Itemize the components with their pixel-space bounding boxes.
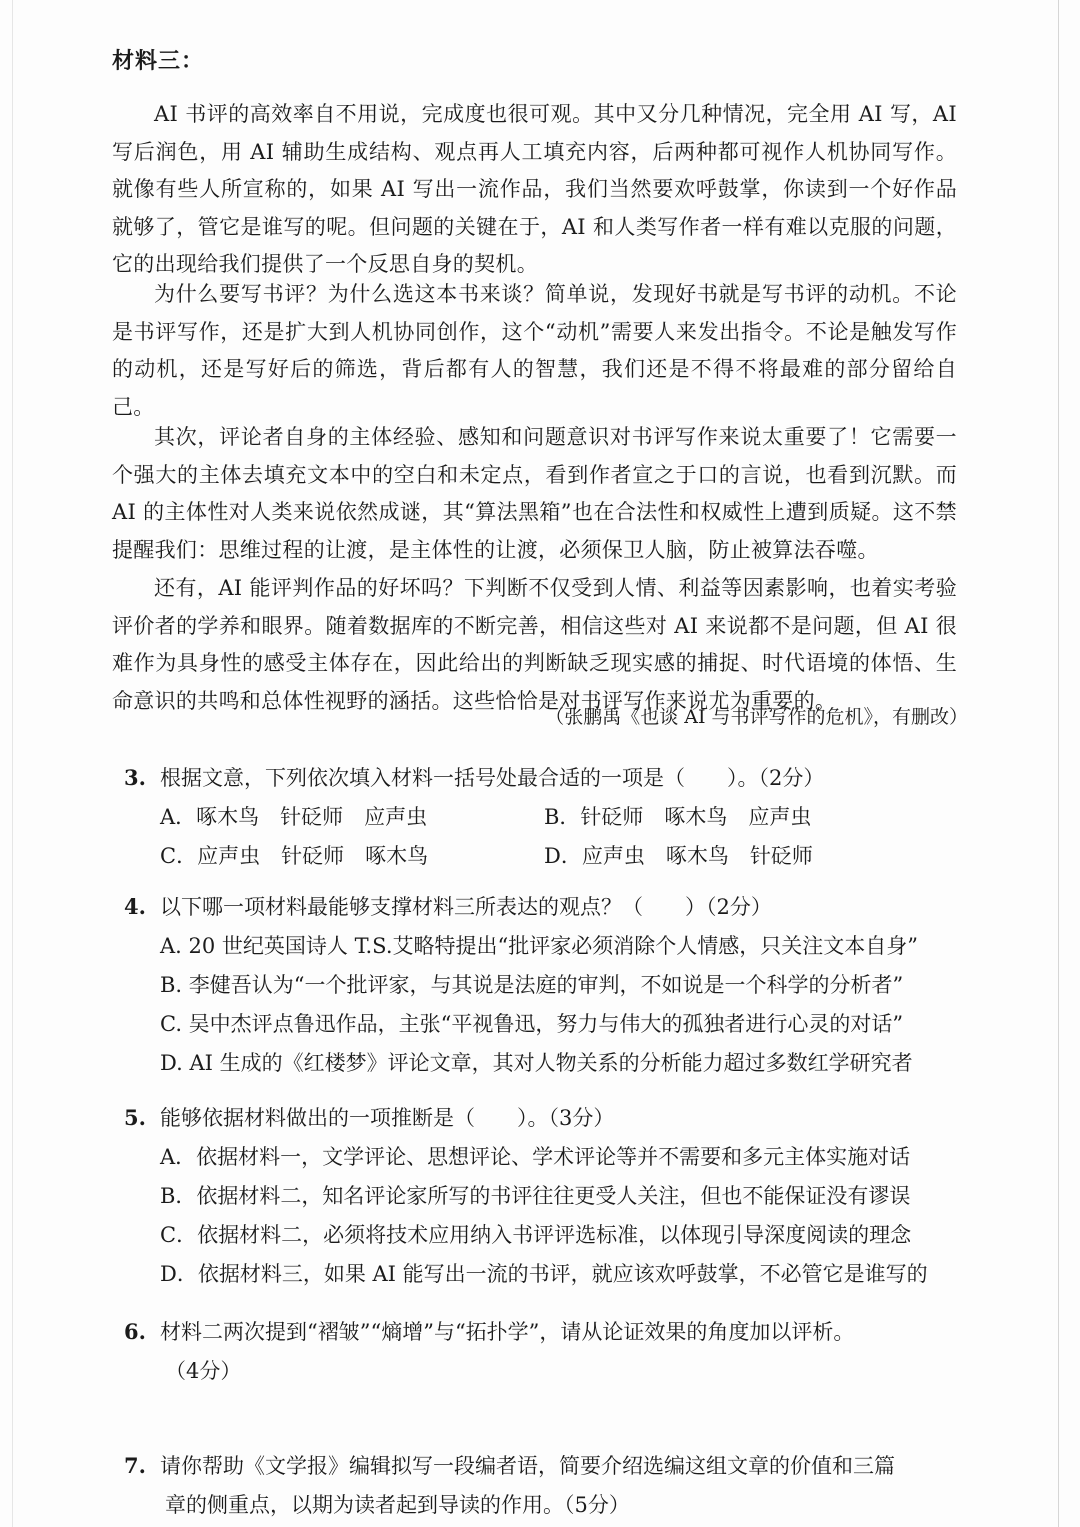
question-4-option-d: D. AI 生成的《红楼梦》评论文章，其对人物关系的分析能力超过多数红学研究者 (160, 1051, 913, 1075)
material-three-paragraph-2: 为什么要写书评？为什么选这本书来谈？简单说，发现好书就是写书评的动机。不论是书评写作，还是扩大到人机协同创作，这个“动机”需要人来发出指令。不论是触发写作的动机，还是写好后的筛选，背后都有人的智慧，我们还是不得不将最难的部分留给自己。 (112, 282, 957, 419)
question-4-options (160, 927, 1004, 1083)
material-three-paragraph-1: AI 书评的高效率自不用说，完成度也很可观。其中又分几种情况，完全用 AI 写，AI 写后润色，用 AI 辅助生成结构、观点再人工填充内容，后两种都可视作人机协同写作。就像有些人所宣称的，如果 AI 写出一流作品，我们当然要欢呼鼓掌，你读到一个好作品就够了，管它是谁写的呢。但问题的关键在于，AI 和人类写作者一样有难以克服的问题，它的出现给我们提供了一个反思自身的契机。 (112, 102, 957, 277)
question-5-option-d: D．依据材料三，如果 AI 能写出一流的书评，就应该欢呼鼓掌，不必管它是谁写的 (160, 1262, 928, 1286)
question-4-option-a: A. 20 世纪英国诗人 T.S.艾略特提出“批评家必须消除个人情感，只关注文本自身” (160, 934, 918, 958)
question-5-number: 5. (124, 1105, 146, 1130)
question-3-text: 根据文意，下列依次填入材料一括号处最合适的一项是（ ）。（2分） (160, 766, 825, 790)
question-3-option-a: A．啄木鸟 针砭师 应声虫 (160, 805, 428, 829)
question-3-option-d: D．应声虫 啄木鸟 针砭师 (544, 844, 813, 868)
question-6-number: 6. (124, 1319, 146, 1344)
question-3-number: 3. (124, 765, 146, 790)
question-5-option-b: B．依据材料二，知名评论家所写的书评往往更受人关注，但也不能保证没有谬误 (160, 1184, 911, 1208)
question-4-stem (124, 887, 1004, 927)
question-6-text: 材料二两次提到“褶皱”“熵增”与“拓扑学”，请从论证效果的角度加以评析。 (160, 1320, 855, 1344)
question-4 (124, 887, 1004, 1083)
question-5 (124, 1098, 1004, 1294)
material-three-source: （张鹏禹《也谈 AI 与书评写作的危机》，有删改） (545, 706, 968, 728)
question-3-option-b: B．针砭师 啄木鸟 应声虫 (544, 805, 812, 829)
question-3 (124, 758, 1004, 876)
question-7-continuation: 章的侧重点，以期为读者起到导读的作用。（5分） (165, 1493, 630, 1517)
page-left-edge (12, 0, 13, 1527)
question-5-option-a: A．依据材料一，文学评论、思想评论、学术评论等并不需要和多元主体实施对话 (160, 1145, 911, 1169)
question-3-options (160, 798, 1004, 876)
question-3-stem (124, 758, 1004, 798)
question-5-stem (124, 1098, 1004, 1138)
question-7 (124, 1446, 1004, 1525)
question-5-options (160, 1138, 1004, 1294)
question-7-number: 7. (124, 1453, 146, 1478)
question-4-number: 4. (124, 894, 146, 919)
material-three-paragraph-3: 其次，评论者自身的主体经验、感知和问题意识对书评写作来说太重要了！它需要一个强大的主体去填充文本中的空白和未定点，看到作者宣之于口的言说，也看到沉默。而 AI 的主体性对人类来说依然成谜，其“算法黑箱”也在合法性和权威性上遭到质疑。这不禁提醒我们：思维过程的让渡，是主体性的让渡，必须保卫人脑，防止被算法吞噬。 (112, 425, 957, 562)
question-6 (124, 1312, 1004, 1391)
question-6-score: （4分） (165, 1359, 242, 1383)
question-5-text: 能够依据材料做出的一项推断是（ ）。（3分） (160, 1106, 615, 1130)
material-three-paragraph-4: 还有，AI 能评判作品的好坏吗？下判断不仅受到人情、利益等因素影响，也着实考验评价者的学养和眼界。随着数据库的不断完善，相信这些对 AI 来说都不是问题，但 AI 很难作为具身性的感受主体存在，因此给出的判断缺乏现实感的捕捉、时代语境的体悟、生命意识的共鸣和总体性视野的涵括。这些恰恰是对书评写作来说尤为重要的。 (112, 576, 957, 713)
question-5-option-c: C．依据材料二，必须将技术应用纳入书评评选标准，以体现引导深度阅读的理念 (160, 1223, 912, 1247)
page-right-edge (1058, 0, 1059, 1527)
question-7-text: 请你帮助《文学报》编辑拟写一段编者语，简要介绍选编这组文章的价值和三篇 (160, 1454, 895, 1478)
question-4-text: 以下哪一项材料最能够支撑材料三所表达的观点？（ ）（2分） (160, 895, 772, 919)
question-7-stem (124, 1446, 1004, 1486)
material-three-title: 材料三： (112, 48, 205, 74)
question-4-option-c: C. 吴中杰评点鲁迅作品，主张“平视鲁迅，努力与伟大的孤独者进行心灵的对话” (160, 1012, 904, 1036)
question-6-stem (124, 1312, 1004, 1352)
question-4-option-b: B. 李健吾认为“一个批评家，与其说是法庭的审判，不如说是一个科学的分析者” (160, 973, 904, 997)
question-3-option-c: C．应声虫 针砭师 啄木鸟 (160, 844, 429, 868)
